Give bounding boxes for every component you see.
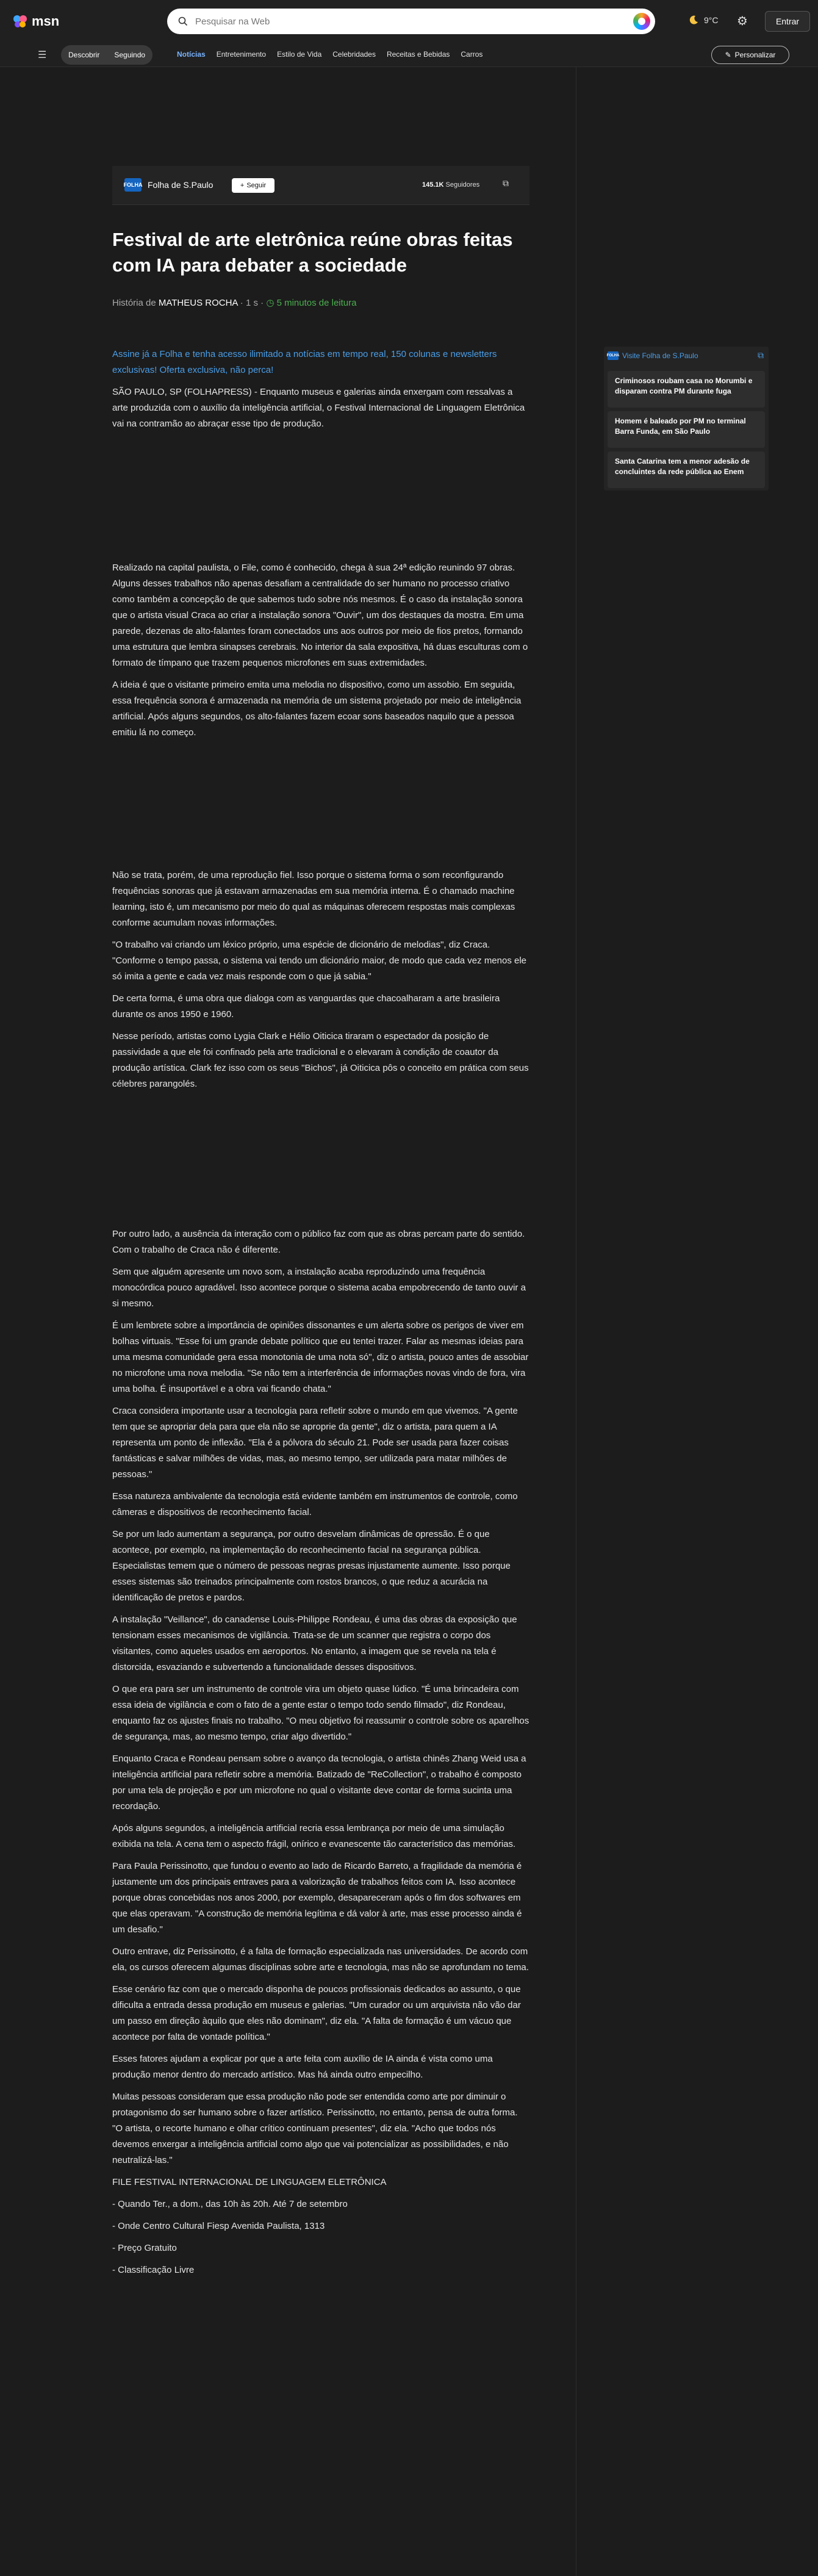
sidebar-story-title: Santa Catarina tem a menor adesão de concluintes da rede pública ao Enem [615,457,750,476]
publisher-logo[interactable]: FOLHA [124,178,142,192]
paragraph: Se por um lado aumentam a segurança, por outro desvelam dinâmicas de opressão. É o que acontece, por exemplo, na implementação do reconhecimento facial na segurança pública. Especialistas temem que o número de pessoas negras presas injustamente aumente. Isso porque esses sistemas são treinados principalmente com rostos brancos, o que reduz a acurácia na identificação de pretos e pardos. [112,1529,511,1603]
sidebar-story-title: Homem é baleado por PM no terminal Barra Funda, em São Paulo [615,417,746,436]
author-name[interactable]: MATHEUS ROCHA [158,298,238,308]
top-bar [0,0,818,43]
nav-link-celebridades[interactable]: Celebridades [332,50,376,59]
article-body-4 [112,1226,529,2284]
paragraph: SÃO PAULO, SP (FOLHAPRESS) - Enquanto museus e galerias ainda enxergam com ressalvas a arte produzida com o auxílio da inteligência artificial, o Festival Internacional de Linguagem Eletrônica vai na contramão ao abraçar esse tipo de produção. [112,387,525,429]
byline-separator: · [240,298,243,308]
search-input[interactable] [195,16,610,27]
plus-icon: + [240,182,245,189]
search-bar[interactable] [167,9,655,34]
publisher-sidebar [604,347,769,491]
paragraph: Craca considera importante usar a tecnologia para refletir sobre o mundo em que vivemos. "A gente tem que se apropriar dela para que ela não se aproprie da gente", diz o artista, para quem a IA representa um ponto de inflexão. "Ela é a pólvora do século 21. Pode ser usada para fazer coisas fantásticas e salvar milhões de vidas, mas, ao mesmo tempo, ser utilizada para matar milhões de pessoas." [112,1406,518,1480]
sidebar-story[interactable] [608,411,765,448]
nav-links [177,50,483,59]
paragraph: Esses fatores ajudam a explicar por que a arte feita com auxílio de IA ainda é vista como uma produção menor dentro do mercado artístico. Mas há ainda outro empecilho. [112,2054,493,2080]
article-body-3 [112,868,529,1098]
publisher-bar [112,166,529,205]
follow-label: Seguir [246,182,267,189]
paragraph: Após alguns segundos, a inteligência artificial recria essa lembrança por meio de uma simulação exibida na tela. A cena tem o aspecto frágil, onírico e evanescente tão característico das memórias. [112,1823,516,1849]
nav-link-carros[interactable]: Carros [461,50,483,59]
article-body-2 [112,560,529,747]
search-icon [178,16,188,26]
history-label: História de [112,298,156,308]
personalize-label: Personalizar [734,51,776,59]
article-body-1 [112,347,529,438]
sidebar-publisher-logo: FOLHA [608,351,619,360]
moon-icon [688,15,699,26]
paragraph: Por outro lado, a ausência da interação com o público faz com que as obras percam parte do sentido. Com o trabalho de Craca não é diferente. [112,1229,525,1255]
article-title: Festival de arte eletrônica reúne obras feitas com IA para debater a sociedade [112,229,513,276]
paragraph: O que era para ser um instrumento de controle vira um objeto quase lúdico. "É uma brincadeira com essa ideia de vigilância e com o fato de a gente estar o tempo todo sendo filmado", diz Rondeau, enquanto faz os ajustes finais no trabalho. "O meu objetivo foi reassumir o controle sobre os aparelhos de segurança, mas, ao mesmo tempo, criar algo divertido." [112,1684,529,1742]
temperature: 9°C [704,15,719,25]
paragraph: Nesse período, artistas como Lygia Clark e Hélio Oiticica tiraram o espectador da posição de passividade a que ele foi confinado pela arte tradicional e o elevaram à condição de coautor da produção artística. Clark fez isso com os seus "Bichos", já Oiticica pôs o conceito em prática com seus célebres parangolés. [112,1031,529,1089]
byline [112,297,356,308]
paragraph: Enquanto Craca e Rondeau pensam sobre o avanço da tecnologia, o artista chinês Zhang Weid usa a inteligência artificial para refletir sobre a memória. Batizado de "ReCollection", o trabalho é composto por uma tela de projeção e por um microfone no qual o visitante deve contar de forma sucinta uma recordação. [112,1754,526,1811]
followers-label: Seguidores [445,181,480,189]
file-heading: FILE FESTIVAL INTERNACIONAL DE LINGUAGEM ELETRÔNICA [112,2177,387,2187]
paragraph: A instalação "Veillance", do canadense Louis-Philippe Rondeau, é uma das obras da exposição que tensionam esses mecanismos de vigilância. Trata-se de um scanner que registra o corpo dos visitantes, como aqueles usados em aeroportos. No entanto, a imagem que se revela na tela é distorcida, esvaziando e subvertendo a funcionalidade desses dispositivos. [112,1614,517,1672]
tab-descobrir[interactable]: Descobrir [68,51,100,59]
brand-text: msn [32,13,60,29]
nav-link-entretenimento[interactable]: Entretenimento [216,50,267,59]
followers-count [422,181,479,189]
tab-seguindo[interactable]: Seguindo [114,51,146,59]
paragraph: De certa forma, é uma obra que dialoga com as vanguardas que chacoalharam a arte brasileira durante os anos 1950 e 1960. [112,993,500,1020]
sidebar-header[interactable] [608,351,698,360]
paragraph: A ideia é que o visitante primeiro emita uma melodia no dispositivo, como um assobio. Em seguida, essa frequência sonora é armazenada na memória de um sistema projetado por meio de inteligência artificial. Após alguns segundos, os alto-falantes fazem ecoar sons baseados naquilo que a pessoa emitiu lá no começo. [112,680,522,738]
event-info: - Classificação Livre [112,2265,195,2275]
paragraph: Esse cenário faz com que o mercado disponha de poucos profissionais dedicados ao assunto, o que dificulta a entrada dessa produção em museus e galerias. "Um curador ou um arquivista não vão dar um passo em direção àquilo que eles não dominam", diz ela. "A falta de formação é um vácuo que acontece por falta de vontade política." [112,1984,521,2042]
promo-link[interactable]: Assine já a Folha e tenha acesso ilimitado a notícias em tempo real, 150 colunas e newsletters exclusivas! Oferta exclusiva, não perca! [112,349,497,375]
external-link-icon[interactable]: ⧉ [503,178,509,188]
paragraph: Muitas pessoas consideram que essa produção não pode ser entendida como arte por diminuir o protagonismo do ser humano sobre o fazer artístico. Perissinotto, no entanto, pensa de outra forma. "O artista, o recorte humano e olhar crítico continuam presentes", diz ela. "Acho que todos nós devemos enxergar a inteligência artificial como algo que vai potencializar as possibilidades, e não neutralizá-las." [112,2092,518,2165]
nav-link-noticias[interactable]: Notícias [177,50,206,59]
event-info: - Quando Ter., a dom., das 10h às 20h. Até 7 de setembro [112,2199,348,2209]
sidebar-story[interactable] [608,371,765,408]
followers-number: 145.1K [422,181,444,189]
nav-link-receitas[interactable]: Receitas e Bebidas [386,50,450,59]
personalize-button[interactable] [711,46,789,64]
copilot-icon[interactable] [633,13,650,30]
weather-widget[interactable] [688,15,719,26]
publisher-name[interactable]: Folha de S.Paulo [148,180,213,190]
sidebar-title: Visite Folha de S.Paulo [622,351,698,360]
event-info: - Preço Gratuito [112,2243,177,2253]
paragraph: "O trabalho vai criando um léxico próprio, uma espécie de dicionário de melodias", diz Craca. "Conforme o tempo passa, o sistema vai tendo um dicionário maior, de modo que cada vez menos ele só imita a gente e cada vez mais responde com o que já sabia." [112,940,527,982]
paragraph: Não se trata, porém, de uma reprodução fiel. Isso porque o sistema forma o som reconfigurando frequências sonoras que já estavam armazenadas em sua memória interna. É o chamado machine learning, isto é, um mecanismo por meio do qual as máquinas oferecem respostas mais complexas conforme acumulam novas informações. [112,870,515,928]
paragraph: Sem que alguém apresente um novo som, a instalação acaba reproduzindo uma frequência monocórdica pouco agradável. Isso acontece porque o sistema acaba empobrecendo de tanto ouvir a si mesmo. [112,1267,526,1309]
paragraph: É um lembrete sobre a importância de opiniões dissonantes e um alerta sobre os perigos de viver em bolhas virtuais. "Esse foi um grande debate político que eu tentei trazer. Falar as mesmas ideias para uma mesma comunidade gera essa monotonia de uma nota só", diz o artista, pouco antes de assobiar no microfone uma nova melodia. "Se não tem a interferência de informações novas vindo de fora, vira uma bolha. É insuportável e a obra vai ficando chata." [112,1320,529,1394]
nav-link-estilo-de-vida[interactable]: Estilo de Vida [277,50,322,59]
time-ago: 1 s [245,298,258,308]
pencil-icon: ✎ [725,51,731,59]
paragraph: Essa natureza ambivalente da tecnologia está evidente também em instrumentos de controle, como câmeras e dispositivos de reconhecimento facial. [112,1491,518,1517]
msn-butterfly-icon [12,13,28,29]
paragraph: Para Paula Perissinotto, que fundou o evento ao lado de Ricardo Barreto, a fragilidade da memória é justamente um dos principais entraves para a valorização de trabalhos feitos com IA. Isso acontece porque obras concebidas nos anos 2000, por exemplo, desapareceram após o fim dos softwares em que elas operavam. "A construção de memória legítima e dá valor à arte, mas esse processo ainda é um desafio." [112,1861,522,1935]
gear-icon[interactable]: ⚙ [737,15,748,28]
nav-bar [0,43,818,67]
signin-button[interactable]: Entrar [765,11,810,32]
sidebar-story-title: Criminosos roubam casa no Morumbi e disparam contra PM durante fuga [615,376,753,395]
read-time: 5 minutos de leitura [276,298,357,308]
feed-toggle [61,45,152,65]
clock-icon: ◷ [266,298,274,308]
byline-separator: · [260,298,264,308]
external-link-icon[interactable]: ⧉ [758,350,764,360]
paragraph: Outro entrave, diz Perissinotto, é a falta de formação especializada nas universidades. De acordo com ela, os cursos oferecem algumas disciplinas sobre arte e tecnologia, mas não se aprofundam no tema. [112,1946,529,1973]
msn-logo[interactable] [12,13,59,29]
sidebar-story[interactable] [608,452,765,488]
menu-icon[interactable]: ☰ [38,50,47,60]
event-info: - Onde Centro Cultural Fiesp Avenida Paulista, 1313 [112,2221,325,2231]
follow-button[interactable] [232,178,274,193]
paragraph: Realizado na capital paulista, o File, como é conhecido, chega à sua 24ª edição reunindo 97 obras. Alguns desses trabalhos não apenas desafiam a centralidade do ser humano no processo criativo como também a concepção de que sabemos tudo sobre nós mesmos. É o caso da instalação sonora que o artista visual Craca ao criar a instalação sonora "Ouvir", um dos destaques da mostra. Em uma parede, dezenas de alto-falantes foram conectados uns aos outros por meio de fios pretos, formando uma estrutura que lembra sinapses cerebrais. No interior da sala expositiva, há duas esculturas com o formato de tímpano que trazem pequenos microfones em suas extremidades. [112,563,528,668]
